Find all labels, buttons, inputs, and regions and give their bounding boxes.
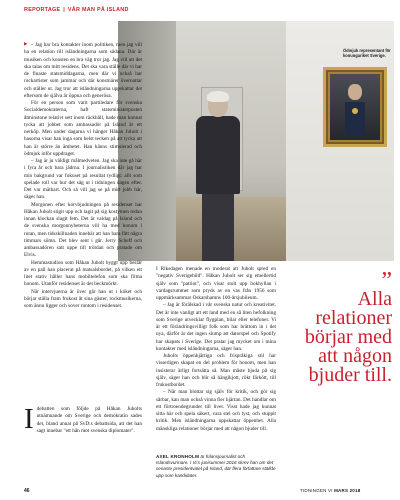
paragraph: – Jag är förälskad i vår svenska natur och kreativitet. Det är inte vanligt att ett land med en så liten befolkning som Sverige utvecklar flygplan, bilar eller telefoner. Vi är ett förändringsvilligt folk som har brättom in i det nya, därför är det ingen slump att datorspel och Spotify har skapats i Sverige. Det pratar jag mycket om i mina kontakter med isländningarna, säger han. bbox=[156, 302, 276, 352]
author-byline bbox=[156, 454, 276, 479]
paragraph: Hemmastudion som Håkan Juholt byggt upp består av en pall han placerat på matsalsbordet, på vilken ett litet stativ håller hans mobiltelefon som ska filma honom. Utanför residenset är det beckmörkt. bbox=[24, 259, 142, 288]
magazine-footer bbox=[300, 488, 360, 493]
dropcap-paragraph bbox=[24, 403, 142, 435]
section-header bbox=[24, 7, 129, 13]
photo-ambassador bbox=[196, 93, 240, 261]
page-number: 46 bbox=[24, 488, 30, 494]
article-column-1 bbox=[24, 40, 142, 310]
pull-quote bbox=[292, 268, 392, 386]
paragraph: För en person som varit partiledare för svenska Socialdemokraterna, haft statsministerposten åtminstone relativt sett inom räckhåll, bade man kunnat tycka att jobbet som ambassadör på Island är ett nerköp. Men under dagarna vi hänger Håkan Juholt i hasorna visar han inga som helst tecken på att tycka att han är större än ämbetet. Han känns stimulerad och ödmjuk inför uppdraget. bbox=[24, 100, 142, 157]
quote-mark: ” bbox=[381, 268, 392, 294]
paragraph: Morgonen efter korvbjudningen på residenset har Håkan Juholt stigit upp och tagit på sig kostymen redan innan klockan slagit fem. Det är valdag på Island och de svenska morgonnyheterna vill ha med honom i rutan, men tidsskillnaden innebär att han bara fått några timmars sömn. Det blev sent i går. Jerry Scheff och ambassadören satt uppe till trötdan och pratade om Elvis. bbox=[24, 201, 142, 259]
photo-royal-portrait bbox=[330, 74, 380, 140]
paragraph: – Jag är ju väldigt målmedveten. Jag ska inte gå här i fyra år och bara jädrna. I journalistiken där jag har min bakgrund var fokuset på resultat tydligt: allt som spelade roll var hur det såg ut i tidningen dagen efter. Det var mätbart. Och så vill jag se på mitt jobb här, säger han. bbox=[24, 158, 142, 201]
photo-caption: Ödmjuk representant för konungariket Sverige. bbox=[343, 48, 391, 59]
paragraph: ▶ – Jag har bra kontakter inom politiken, men jag vill ha en relation till isländningarna som sådana. Där är musiken och konsten en bra väg tror jag. Jag vill att det ska talas om mitt residens. Det ska vara ställe där vi har de finaste statsmiddagarna, men där vi också har rockartister som jammar och där konstnärer övernattar och ställer ut. Jag tror att isländningarna uppskattar det eftersom de själva är öppna och generösa. bbox=[24, 40, 142, 100]
author-bio: är frilansjournalist och Islandsvurmare. I Vi:s junisummer 2016 skrev han om det senaste presidentvalet på Island, där flera författare ställde upp som kandidater. bbox=[156, 454, 276, 478]
article-column-2 bbox=[156, 266, 276, 433]
paragraph: När intervjuerna är över går han ut i köket och börjar ställa fram frukost åt sina gäster, rockmusikerna, som ännu ligger och sover runtom i residenset. bbox=[24, 288, 142, 309]
paragraph: Juholts öppenhjärtiga och frispråkiga stil har visserligen skapat en del problem för honom, men han insisterar ärligt fortsätta så. Man måste bjuda på sig själv, säger han och blir så hängikjott, rökt färkött, till frukostbordet. bbox=[156, 353, 276, 388]
paragraph: I Riksdagen menade en moderat att Juholt spred en "negativ Sverigebild". Håkan Juholt ser sig emellertid själv som "patriot", och visar stolt upp bokhyllan i vardagsrummet som pryds av en vas från 1956 som uppmärksammar Oskarshamns 100-årsjubileum. bbox=[156, 266, 276, 301]
issue-date: MARS 2018 bbox=[334, 488, 361, 493]
dropcap-letter: I bbox=[24, 403, 34, 435]
pull-quote-text: Alla relationer börjar med att någon bjuder till. bbox=[304, 288, 392, 386]
section-label: REPORTAGE bbox=[24, 7, 61, 13]
dropcap-text: debatten som följde på Håkan Juholts utnämnande om Sverige och demokratin sades det, bland annat på SvD:s debattsida, att det han sagt innebar "ett hån mot svenska diplomater". bbox=[36, 406, 142, 434]
header-separator: | bbox=[63, 7, 66, 13]
author-name: AXEL KRONHOLM bbox=[156, 454, 200, 459]
paragraph: – När man blottar sig själv för kritik, och gör sig sårbar, kan man också vinna fler hjärtan. Det handlar om ett förtroendegrunder till livet. Visst hade jag kunnat sitta här och spela säkert, vara stel och tyst, och stuppit kritik. Men isländningarna uppskattar öppenhet. Alla mänskliga relationer börjar med att någon bjuder till. bbox=[156, 389, 276, 432]
section-title: VÅR MAN PÅ ISLAND bbox=[67, 7, 129, 13]
magazine-name: TIDNINGEN VI bbox=[300, 488, 333, 493]
